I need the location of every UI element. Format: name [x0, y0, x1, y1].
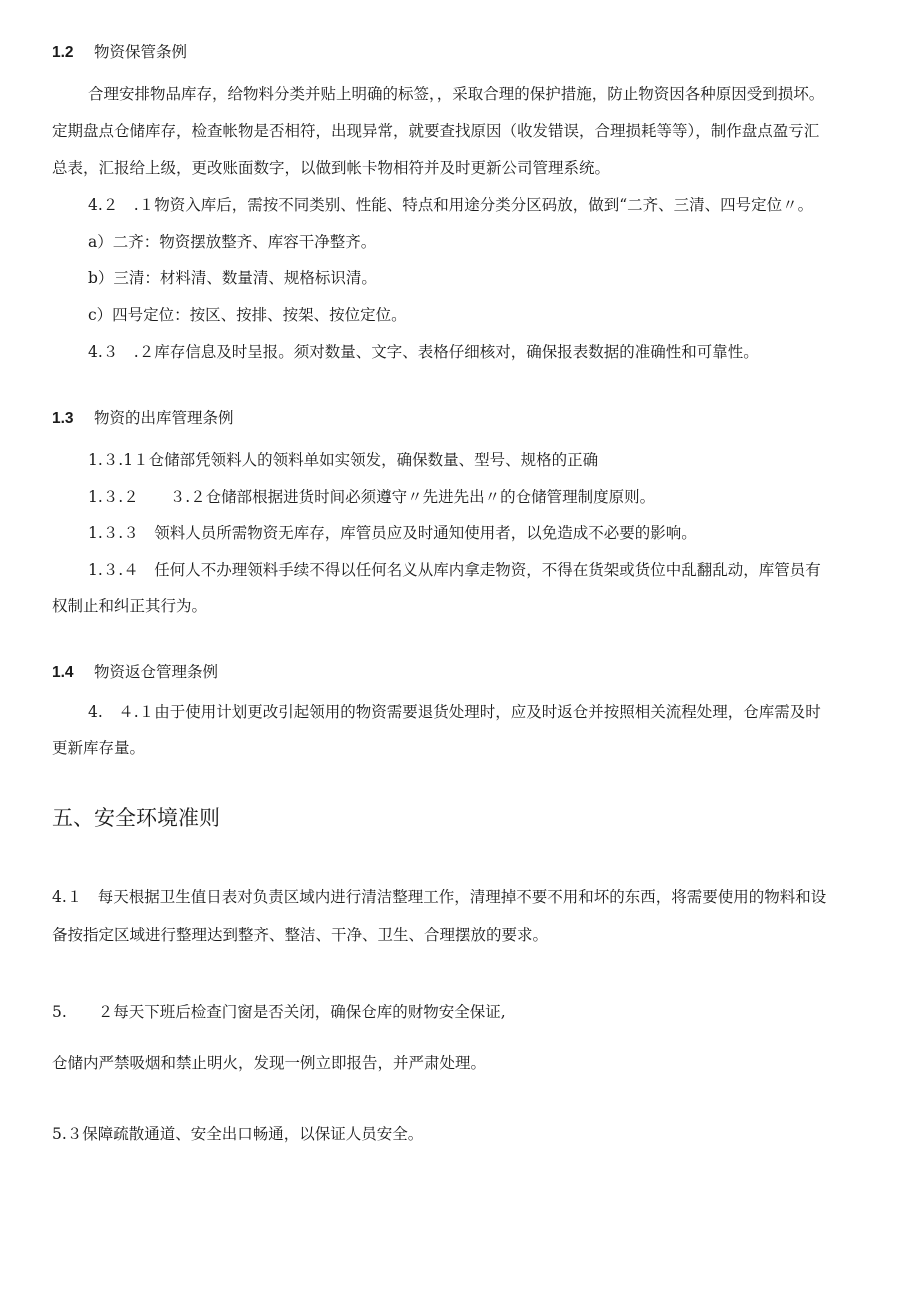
list-item-continuation: 权制止和纠正其行为。: [52, 597, 208, 615]
paragraph-line: 总表，汇报给上级，更改账面数字，以做到帐卡物相符并及时更新公司管理系统。: [52, 159, 611, 177]
list-item: a）二齐：物资摆放整齐、库容干净整齐。: [88, 233, 377, 251]
section-title: 物资返仓管理条例: [94, 663, 219, 681]
chapter-title: 五、安全环境准则: [52, 806, 220, 830]
paragraph-line: 4.３ .２库存信息及时呈报。须对数量、文字、表格仔细核对，确保报表数据的准确性和可靠性。: [88, 343, 759, 361]
paragraph-line: 5.３保障疏散通道、安全出口畅通，以保证人员安全。: [52, 1125, 424, 1143]
section-title: 物资的出库管理条例: [94, 409, 234, 427]
list-item: 1.３.1１仓储部凭领料人的领料单如实领发，确保数量、型号、规格的正确: [88, 451, 599, 469]
section-number: 1.2: [52, 44, 74, 61]
list-item: b）三清：材料清、数量清、规格标识清。: [88, 269, 377, 287]
section-number: 1.4: [52, 664, 74, 681]
paragraph-line: 4.２ .１物资入库后，需按不同类别、性能、特点和用途分类分区码放，做到“二齐、三清、四号定位〃。: [88, 196, 814, 214]
paragraph-line: 4.１ 每天根据卫生值日表对负责区域内进行清洁整理工作，清理掉不要不用和坏的东西，将需要使用的物料和设: [52, 888, 827, 906]
section-heading-1-4: [52, 662, 218, 683]
section-heading-1-3: [52, 408, 234, 429]
section-heading-1-2: [52, 42, 187, 63]
paragraph-line: 备按指定区域进行整理达到整齐、整洁、干净、卫生、合理摆放的要求。: [52, 926, 549, 944]
paragraph-line: 合理安排物品库存，给物料分类并贴上明确的标签，，采取合理的保护措施，防止物资因各种原因受到损坏。: [88, 85, 825, 103]
list-item: 1.３.４ 任何人不办理领料手续不得以任何名义从库内拿走物资，不得在货架或货位中乱翻乱动，库管员有: [88, 561, 821, 579]
section-title: 物资保管条例: [94, 43, 188, 61]
list-item: 1.３.２ ３.２仓储部根据进货时间必须遵守〃先进先出〃的仓储管理制度原则。: [88, 488, 656, 506]
paragraph-line: 定期盘点仓储库存，检查帐物是否相符，出现异常，就要查找原因（收发错误，合理损耗等等），制作盘点盈亏汇: [52, 122, 820, 140]
list-item: 1.３.３ 领料人员所需物资无库存，库管员应及时通知使用者，以免造成不必要的影响。: [88, 524, 697, 542]
list-item: c）四号定位：按区、按排、按架、按位定位。: [88, 306, 407, 324]
paragraph-line: 5. ２每天下班后检查门窗是否关闭，确保仓库的财物安全保证,: [52, 1003, 506, 1021]
paragraph-line: 更新库存量。: [52, 739, 146, 757]
paragraph-line: 仓储内严禁吸烟和禁止明火，发现一例立即报告，并严肃处理。: [52, 1054, 487, 1072]
paragraph-line: 4. ４.１由于使用计划更改引起领用的物资需要退货处理时，应及时返仓并按照相关流程处理，仓库需及时: [88, 703, 821, 721]
section-number: 1.3: [52, 410, 74, 427]
